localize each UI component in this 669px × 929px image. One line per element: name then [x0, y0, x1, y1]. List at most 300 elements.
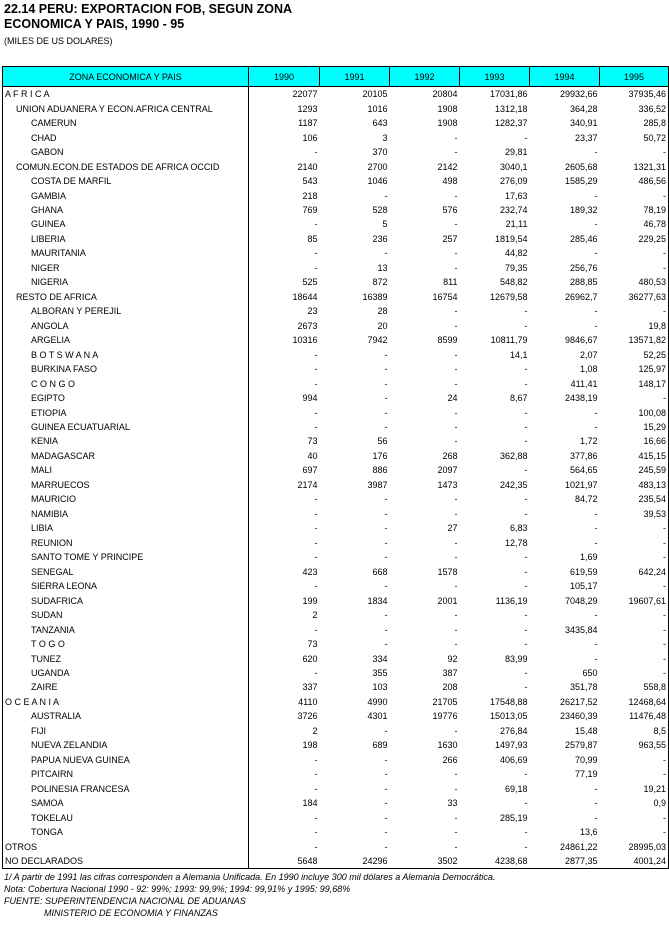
cell-1995: -: [600, 188, 669, 202]
table-row: [3, 203, 669, 217]
row-label: TOKELAU: [3, 810, 249, 824]
cell-1992: -: [454, 827, 458, 838]
cell-1990: 2140: [297, 161, 318, 172]
footnote-coverage: Nota: Cobertura Nacional 1990 - 92: 99%; 1993: 99,9%; 1994: 99,91% y 1995: 99,68%: [4, 884, 351, 894]
cell-1995: -: [600, 608, 669, 622]
cell-1995: -: [600, 145, 669, 159]
row-label: SUDAFRICA: [3, 593, 249, 607]
table-row: [3, 738, 669, 752]
cell-1992: -: [454, 769, 458, 780]
cell-1990: 3726: [297, 711, 318, 722]
cell-1992: 498: [442, 176, 458, 187]
cell-1995: -: [600, 767, 669, 781]
row-label: SENEGAL: [3, 564, 249, 578]
row-label: POLINESIA FRANCESA: [3, 782, 249, 796]
cell-1993: 12679,58: [489, 291, 528, 302]
cell-1993: 6,83: [509, 523, 528, 534]
cell-1990: -: [314, 349, 318, 360]
cell-1990: -: [314, 219, 318, 230]
table-row: [3, 536, 669, 550]
cell-1991: 4301: [367, 711, 388, 722]
cell-1991: -: [384, 610, 388, 621]
cell-1993: 69,18: [504, 783, 528, 794]
cell-1992: -: [454, 552, 458, 563]
cell-1993: -: [524, 508, 528, 519]
cell-1990: -: [314, 783, 318, 794]
cell-1994: 2605,68: [564, 161, 598, 172]
cell-1993: 362,88: [499, 450, 528, 461]
row-label: EGIPTO: [3, 391, 249, 405]
cell-1990: -: [314, 754, 318, 765]
cell-1994: 288,85: [569, 277, 598, 288]
column-header-zona: ZONA ECONOMICA Y PAIS: [3, 67, 249, 87]
cell-1995: -: [600, 666, 669, 680]
page-title: 22.14 PERU: EXPORTACION FOB, SEGUN ZONA: [4, 2, 293, 16]
cell-1992: 2001: [437, 595, 458, 606]
cell-1992: -: [454, 306, 458, 317]
cell-1990: -: [314, 523, 318, 534]
table-row: [3, 463, 669, 477]
cell-1994: 1585,29: [564, 176, 598, 187]
cell-1990: 10316: [292, 335, 318, 346]
cell-1990: -: [314, 378, 318, 389]
cell-1993: -: [524, 320, 528, 331]
cell-1994: 26962,7: [564, 291, 598, 302]
cell-1994: 351,78: [569, 682, 598, 693]
row-label: O C E A N I A: [3, 695, 249, 709]
table-row: [3, 608, 669, 622]
cell-1994: -: [594, 610, 598, 621]
cell-1992: -: [454, 783, 458, 794]
cell-1992: -: [454, 624, 458, 635]
cell-1990: -: [314, 407, 318, 418]
table-row: [3, 724, 669, 738]
cell-1994: -: [594, 407, 598, 418]
table-row: [3, 449, 669, 463]
cell-1990: 4110: [298, 696, 318, 707]
cell-1993: -: [524, 566, 528, 577]
table-row: [3, 695, 669, 709]
row-label: ALBORAN Y PEREJIL: [3, 304, 249, 318]
table-row: [3, 174, 669, 188]
table-row: [3, 564, 669, 578]
table-row: [3, 290, 669, 304]
row-label: MALI: [3, 463, 249, 477]
cell-1995: -: [600, 391, 669, 405]
cell-1995: 483,13: [600, 478, 669, 492]
cell-1992: 2142: [437, 161, 458, 172]
cell-1990: -: [314, 494, 318, 505]
cell-1994: 2,07: [579, 349, 598, 360]
cell-1994: 26217,52: [559, 696, 598, 707]
cell-1993: 285,19: [499, 812, 528, 823]
cell-1991: -: [384, 422, 388, 433]
cell-1994: 23460,39: [559, 711, 598, 722]
table-row: [3, 362, 669, 376]
cell-1992: -: [454, 508, 458, 519]
cell-1995: -: [600, 825, 669, 839]
cell-1994: -: [594, 798, 598, 809]
table-row: [3, 854, 669, 869]
cell-1993: -: [524, 639, 528, 650]
row-label: A F R I C A: [3, 87, 249, 102]
table-row: [3, 420, 669, 434]
cell-1995: 336,52: [600, 101, 669, 115]
cell-1990: 106: [302, 132, 318, 143]
cell-1994: -: [594, 422, 598, 433]
table-row: [3, 796, 669, 810]
cell-1994: 9846,67: [564, 335, 598, 346]
table-row: [3, 434, 669, 448]
table-row: [3, 550, 669, 564]
cell-1990: 525: [302, 277, 318, 288]
cell-1991: 20105: [362, 89, 388, 100]
row-label: REUNION: [3, 536, 249, 550]
cell-1994: -: [594, 639, 598, 650]
cell-1993: 1497,93: [494, 740, 528, 751]
cell-1995: -: [600, 637, 669, 651]
cell-1995: 245,59: [600, 463, 669, 477]
cell-1995: 11476,48: [600, 709, 669, 723]
cell-1991: 236: [372, 233, 388, 244]
cell-1993: 17031,86: [489, 89, 528, 100]
cell-1991: 643: [372, 118, 388, 129]
cell-1992: 257: [442, 233, 458, 244]
cell-1993: 17,63: [504, 190, 528, 201]
cell-1990: 697: [302, 465, 318, 476]
cell-1993: 276,84: [499, 725, 528, 736]
table-row: [3, 145, 669, 159]
cell-1993: 3040,1: [499, 161, 528, 172]
cell-1991: 20: [377, 320, 388, 331]
cell-1995: -: [600, 521, 669, 535]
table-row: [3, 246, 669, 260]
cell-1995: 235,54: [600, 492, 669, 506]
cell-1990: 543: [302, 176, 318, 187]
cell-1995: 39,53: [600, 507, 669, 521]
cell-1993: -: [524, 841, 528, 852]
cell-1994: 1,72: [579, 436, 598, 447]
cell-1993: -: [524, 422, 528, 433]
report-header: [4, 2, 292, 47]
cell-1992: 20804: [432, 89, 458, 100]
cell-1994: 564,65: [569, 465, 598, 476]
cell-1992: 387: [442, 667, 458, 678]
cell-1991: -: [384, 552, 388, 563]
cell-1995: 8,5: [600, 724, 669, 738]
cell-1994: 1021,97: [564, 479, 598, 490]
table-row: [3, 492, 669, 506]
cell-1992: 8599: [437, 335, 458, 346]
cell-1990: 337: [302, 682, 318, 693]
footnote-1: 1/ A partir de 1991 las cifras corresponden a Alemania Unificada. En 1990 incluye 300 mil dólares a Alemania Democrática.: [4, 872, 496, 882]
row-label: ETIOPIA: [3, 405, 249, 419]
cell-1992: -: [454, 364, 458, 375]
cell-1995: 78,19: [600, 203, 669, 217]
cell-1994: -: [594, 306, 598, 317]
column-header-1995: 1995: [600, 67, 669, 87]
cell-1994: -: [594, 508, 598, 519]
table-row: [3, 261, 669, 275]
cell-1993: 44,82: [504, 248, 528, 259]
row-label: GAMBIA: [3, 188, 249, 202]
row-label: GUINEA: [3, 217, 249, 231]
cell-1992: 3502: [390, 854, 460, 869]
row-label: PAPUA NUEVA GUINEA: [3, 753, 249, 767]
cell-1991: 668: [372, 566, 388, 577]
cell-1991: 1016: [367, 103, 388, 114]
cell-1992: -: [454, 248, 458, 259]
cell-1990: -: [314, 537, 318, 548]
cell-1992: 1630: [437, 740, 458, 751]
cell-1992: 266: [442, 754, 458, 765]
cell-1995: 36277,63: [600, 290, 669, 304]
cell-1994: 650: [582, 667, 598, 678]
table-row: [3, 333, 669, 347]
cell-1991: -: [384, 624, 388, 635]
row-label: UGANDA: [3, 666, 249, 680]
row-label: LIBERIA: [3, 232, 249, 246]
cell-1992: -: [454, 147, 458, 158]
cell-1990: 73: [307, 639, 318, 650]
row-label: SAMOA: [3, 796, 249, 810]
cell-1995: 148,17: [600, 376, 669, 390]
column-header-1991: 1991: [320, 67, 390, 87]
row-label: RESTO DE AFRICA: [3, 290, 249, 304]
cell-1995: 13571,82: [600, 333, 669, 347]
cell-1992: 16754: [432, 291, 458, 302]
cell-1990: 199: [302, 595, 318, 606]
cell-1992: 1473: [437, 479, 458, 490]
cell-1995: 15,29: [600, 420, 669, 434]
cell-1991: 2700: [367, 161, 388, 172]
cell-1991: 872: [372, 277, 388, 288]
table-row: [3, 159, 669, 173]
cell-1993: 12,78: [504, 537, 528, 548]
cell-1990: 218: [302, 190, 318, 201]
cell-1995: 19,21: [600, 782, 669, 796]
cell-1990: -: [314, 147, 318, 158]
cell-1991: 56: [377, 436, 388, 447]
cell-1992: 27: [447, 523, 458, 534]
cell-1991: 13: [377, 262, 388, 273]
cell-1991: 1834: [367, 595, 388, 606]
cell-1994: -: [594, 190, 598, 201]
cell-1991: -: [384, 393, 388, 404]
row-label: B O T S W A N A: [3, 347, 249, 361]
cell-1992: -: [454, 422, 458, 433]
table-row: [3, 405, 669, 419]
cell-1994: 2579,87: [564, 740, 598, 751]
row-label: COSTA DE MARFIL: [3, 174, 249, 188]
cell-1992: -: [454, 494, 458, 505]
table-row: [3, 767, 669, 781]
cell-1995: -: [600, 810, 669, 824]
cell-1995: 285,8: [600, 116, 669, 130]
cell-1993: 406,69: [499, 754, 528, 765]
table-row: [3, 232, 669, 246]
cell-1992: -: [454, 812, 458, 823]
cell-1993: -: [524, 465, 528, 476]
cell-1991: -: [384, 769, 388, 780]
cell-1992: 1578: [437, 566, 458, 577]
cell-1993: 548,82: [499, 277, 528, 288]
cell-1993: -: [524, 132, 528, 143]
cell-1991: 886: [372, 465, 388, 476]
row-label: MARRUECOS: [3, 478, 249, 492]
cell-1990: 198: [302, 740, 318, 751]
cell-1992: 268: [442, 450, 458, 461]
cell-1993: 4238,68: [460, 854, 530, 869]
table-row: [3, 101, 669, 115]
cell-1991: 4990: [367, 696, 388, 707]
cell-1992: 21705: [432, 696, 458, 707]
cell-1993: -: [524, 798, 528, 809]
cell-1992: 576: [442, 204, 458, 215]
cell-1991: 3: [382, 132, 388, 143]
cell-1994: 285,46: [569, 233, 598, 244]
row-label: TANZANIA: [3, 622, 249, 636]
cell-1991: -: [384, 754, 388, 765]
source-line: FUENTE: SUPERINTENDENCIA NACIONAL DE ADUANAS: [4, 896, 246, 906]
row-label: ANGOLA: [3, 319, 249, 333]
cell-1993: 29,81: [504, 147, 528, 158]
cell-1990: -: [314, 422, 318, 433]
table-body: [3, 87, 669, 869]
cell-1993: -: [524, 682, 528, 693]
header-row: [3, 67, 669, 87]
table-row: [3, 825, 669, 839]
cell-1994: -: [594, 219, 598, 230]
cell-1990: -: [314, 812, 318, 823]
row-label: NIGERIA: [3, 275, 249, 289]
cell-1994: -: [594, 537, 598, 548]
cell-1993: 79,35: [504, 262, 528, 273]
cell-1990: -: [314, 827, 318, 838]
cell-1994: 340,91: [569, 118, 598, 129]
table-row: [3, 651, 669, 665]
row-label: GUINEA ECUATUARIAL: [3, 420, 249, 434]
cell-1991: 528: [372, 204, 388, 215]
cell-1994: 84,72: [574, 494, 598, 505]
table-row: [3, 275, 669, 289]
cell-1991: -: [384, 841, 388, 852]
cell-1995: 1321,31: [600, 159, 669, 173]
cell-1994: 256,76: [569, 262, 598, 273]
table-row: [3, 130, 669, 144]
cell-1992: -: [454, 219, 458, 230]
cell-1991: 16389: [362, 291, 388, 302]
cell-1993: 10811,79: [490, 335, 528, 346]
cell-1991: 1046: [367, 176, 388, 187]
cell-1994: 77,19: [574, 769, 598, 780]
cell-1990: -: [314, 262, 318, 273]
table-row: [3, 593, 669, 607]
cell-1991: 24296: [320, 854, 390, 869]
cell-1994: -: [594, 147, 598, 158]
row-label: SANTO TOME Y PRINCIPE: [3, 550, 249, 564]
cell-1994: 3435,84: [564, 624, 598, 635]
cell-1993: -: [524, 306, 528, 317]
table-row: [3, 347, 669, 361]
cell-1992: 33: [447, 798, 458, 809]
row-label: MAURICIO: [3, 492, 249, 506]
row-label: MADAGASCAR: [3, 449, 249, 463]
table-row: [3, 753, 669, 767]
cell-1993: 8,67: [509, 393, 528, 404]
cell-1993: -: [524, 827, 528, 838]
cell-1993: -: [524, 667, 528, 678]
cell-1995: -: [600, 622, 669, 636]
cell-1991: 3987: [367, 479, 388, 490]
cell-1994: 70,99: [574, 754, 598, 765]
cell-1990: 23: [307, 306, 318, 317]
cell-1995: 963,55: [600, 738, 669, 752]
cell-1991: 5: [382, 219, 388, 230]
cell-1992: 1908: [437, 103, 458, 114]
cell-1994: -: [594, 523, 598, 534]
column-header-1992: 1992: [390, 67, 460, 87]
cell-1990: 5648: [249, 854, 320, 869]
table-row: [3, 666, 669, 680]
cell-1991: -: [384, 378, 388, 389]
cell-1991: -: [384, 783, 388, 794]
cell-1994: 364,28: [569, 103, 598, 114]
table-row: [3, 507, 669, 521]
row-label: NAMIBIA: [3, 507, 249, 521]
cell-1993: 276,09: [499, 176, 528, 187]
page-title-line2: ECONOMICA Y PAIS, 1990 - 95: [4, 17, 185, 31]
cell-1992: -: [454, 190, 458, 201]
cell-1991: -: [384, 725, 388, 736]
table-row: [3, 810, 669, 824]
cell-1994: 15,48: [574, 725, 598, 736]
cell-1990: 2: [312, 610, 318, 621]
column-header-1990: 1990: [249, 67, 320, 87]
table-row: [3, 391, 669, 405]
cell-1993: -: [524, 581, 528, 592]
cell-1990: 184: [302, 798, 318, 809]
cell-1991: -: [384, 798, 388, 809]
cell-1990: 2673: [297, 320, 318, 331]
column-header-1994: 1994: [530, 67, 600, 87]
cell-1994: 619,59: [569, 566, 598, 577]
cell-1993: 83,99: [504, 653, 528, 664]
cell-1995: 125,97: [600, 362, 669, 376]
cell-1991: -: [384, 364, 388, 375]
table-row: [3, 188, 669, 202]
row-label: SIERRA LEONA: [3, 579, 249, 593]
cell-1995: 12468,64: [600, 695, 669, 709]
cell-1995: 558,8: [600, 680, 669, 694]
row-label: C O N G O: [3, 376, 249, 390]
cell-1995: 28995,03: [600, 839, 669, 853]
table-header: [3, 67, 669, 87]
cell-1992: 2097: [437, 465, 458, 476]
table-row: [3, 116, 669, 130]
cell-1991: -: [384, 349, 388, 360]
cell-1992: 811: [443, 277, 458, 288]
table-row: [3, 579, 669, 593]
cell-1993: 17548,88: [489, 696, 528, 707]
source-line-2: MINISTERIO DE ECONOMIA Y FINANZAS: [44, 908, 218, 918]
table-row: [3, 87, 669, 102]
cell-1991: 334: [372, 653, 388, 664]
cell-1991: -: [384, 248, 388, 259]
row-label: AUSTRALIA: [3, 709, 249, 723]
row-label: BURKINA FASO: [3, 362, 249, 376]
unit-label: (MILES DE US DOLARES): [4, 36, 113, 46]
